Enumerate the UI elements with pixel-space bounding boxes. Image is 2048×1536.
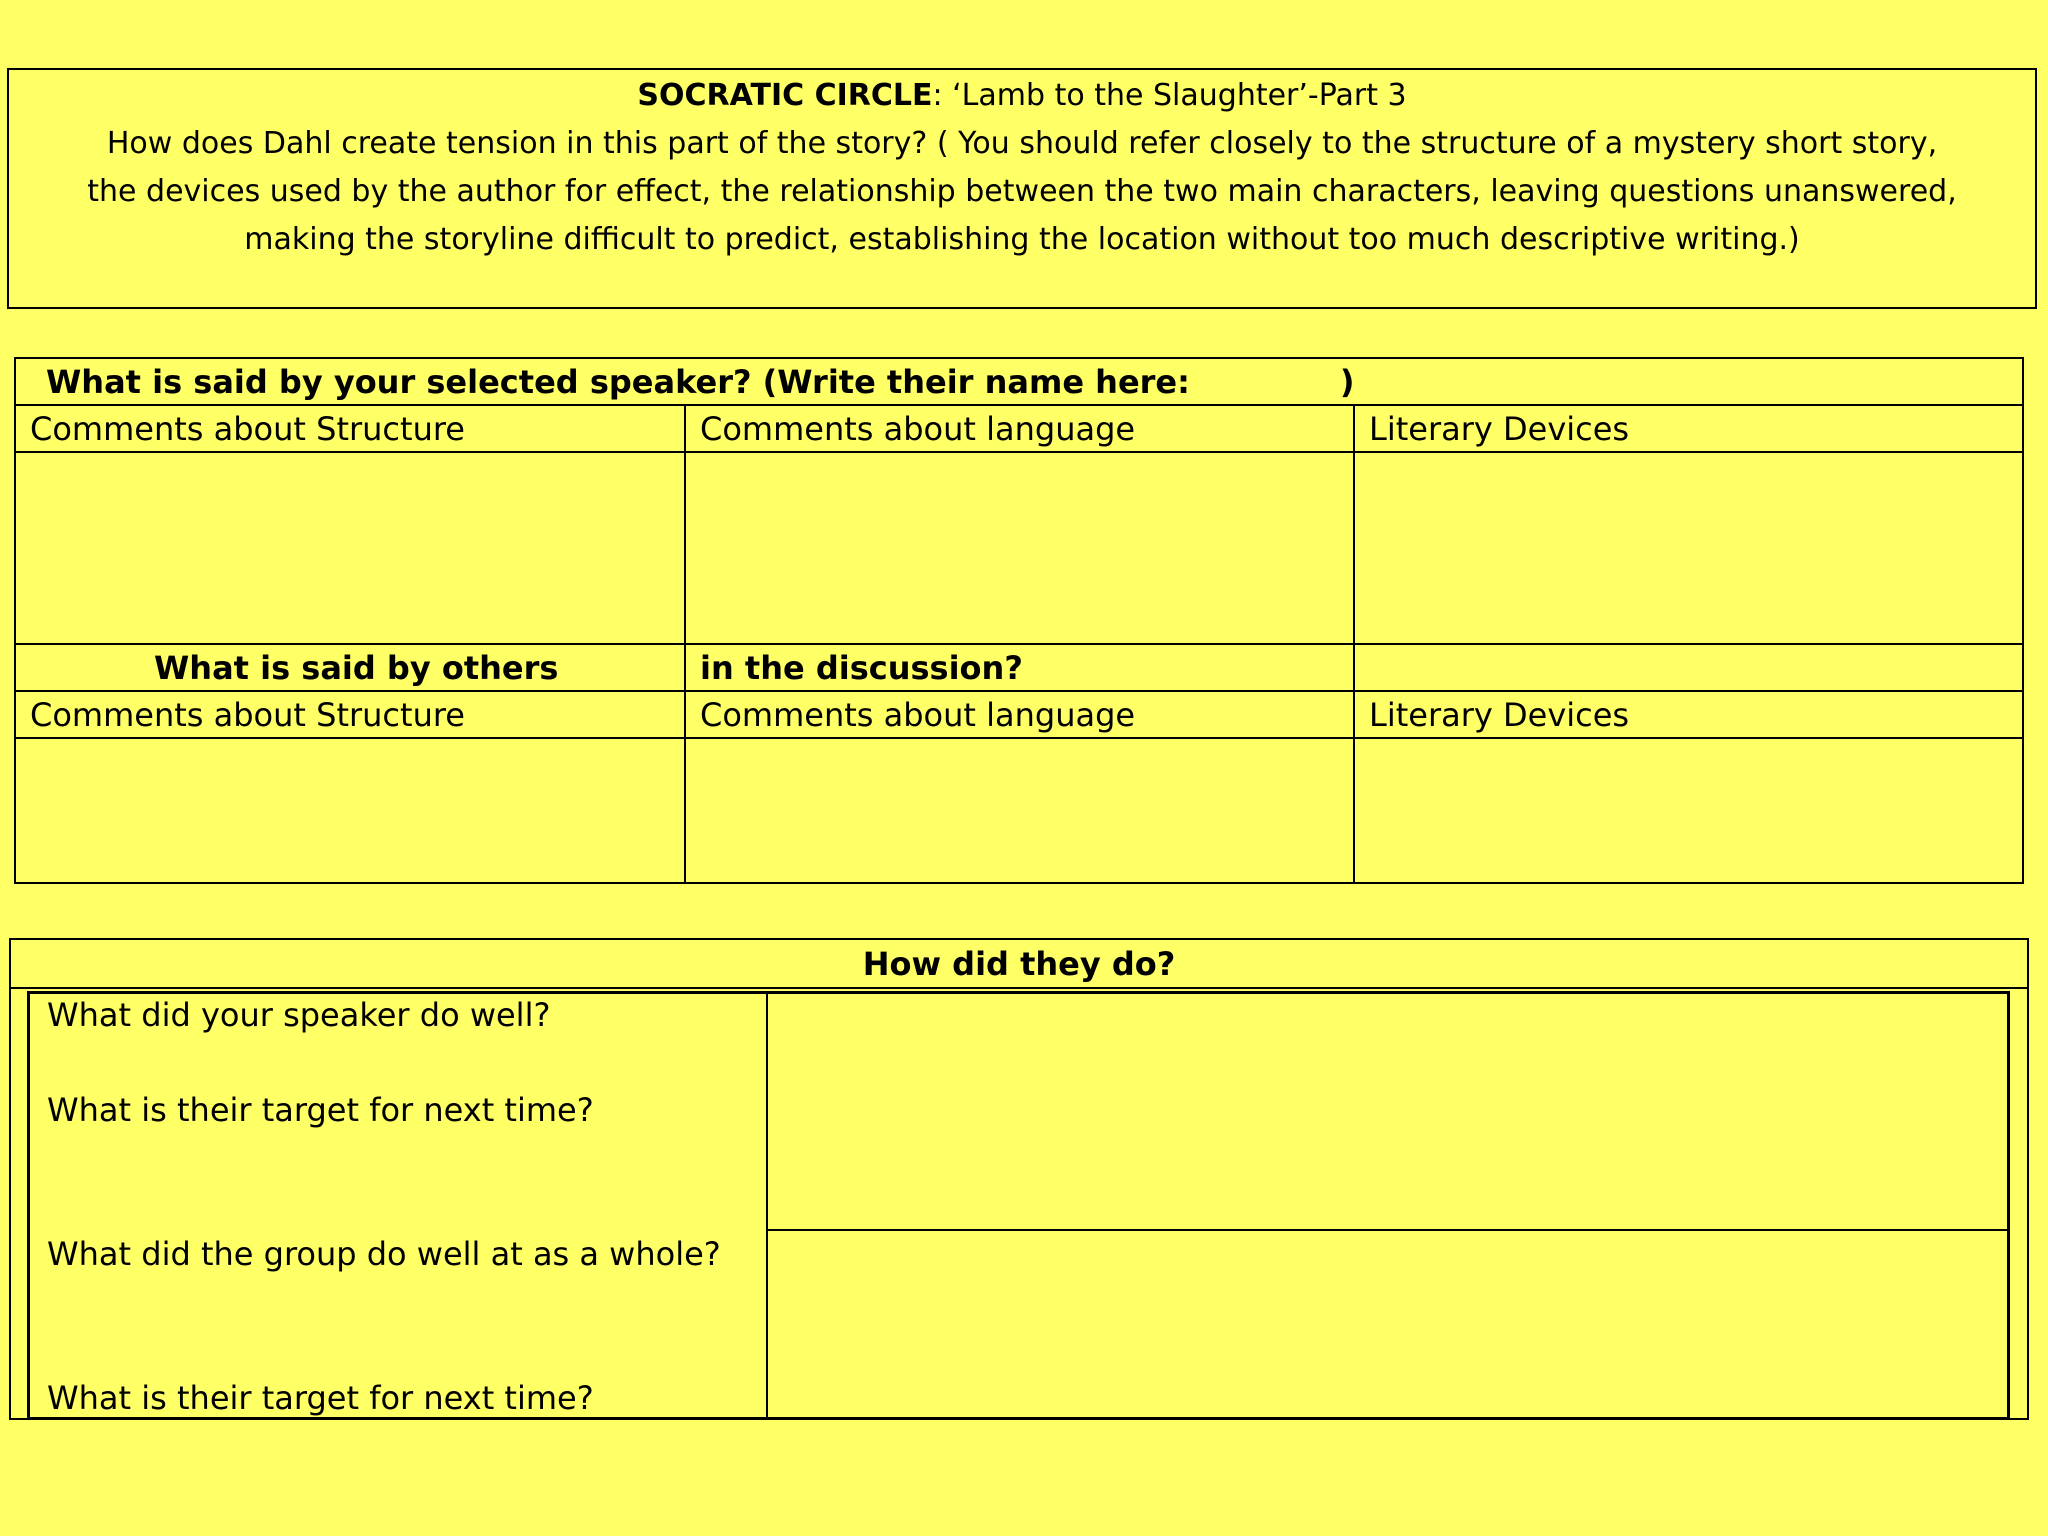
others-col-devices: Literary Devices bbox=[1354, 691, 2023, 738]
evaluation-grid bbox=[27, 991, 2010, 1420]
speaker-notes-table bbox=[14, 357, 2024, 884]
title-rest: : ‘Lamb to the Slaughter’-Part 3 bbox=[932, 78, 1407, 113]
speaker-columns-row bbox=[15, 405, 2023, 452]
evaluation-header: How did they do? bbox=[11, 940, 2027, 989]
others-header-right bbox=[1354, 644, 2023, 691]
question-group-well: What did the group do well at as a whole? bbox=[47, 1235, 721, 1273]
question-line-1: How does Dahl create tension in this part of the story? ( You should refer closely to the structure of a mystery short story, bbox=[106, 126, 1938, 161]
speaker-header-text: What is said by your selected speaker? (Write their name here: bbox=[46, 362, 1190, 401]
others-answer-row bbox=[15, 738, 2023, 883]
others-structure-answer[interactable] bbox=[15, 738, 685, 883]
others-columns-row bbox=[15, 691, 2023, 738]
evaluation-box bbox=[9, 938, 2029, 1420]
question-group-target: What is their target for next time? bbox=[47, 1379, 594, 1417]
speaker-col-language: Comments about language bbox=[685, 405, 1354, 452]
speaker-structure-answer[interactable] bbox=[15, 452, 685, 644]
speaker-devices-answer[interactable] bbox=[1354, 452, 2023, 644]
speaker-evaluation-answer[interactable] bbox=[769, 994, 2007, 1229]
speaker-col-structure: Comments about Structure bbox=[15, 405, 685, 452]
others-header-left: What is said by others bbox=[15, 644, 685, 691]
question-line-2: the devices used by the author for effect, the relationship between the two main characters, leaving questions unanswered, bbox=[87, 174, 1957, 209]
title-box bbox=[7, 68, 2037, 309]
question-line-3: making the storyline difficult to predict, establishing the location without too much descriptive writing.) bbox=[244, 222, 1800, 257]
speaker-header-cell bbox=[15, 358, 2023, 405]
others-header-row bbox=[15, 644, 2023, 691]
others-col-structure: Comments about Structure bbox=[15, 691, 685, 738]
evaluation-divider-vertical bbox=[766, 994, 768, 1417]
speaker-language-answer[interactable] bbox=[685, 452, 1354, 644]
question-speaker-target: What is their target for next time? bbox=[47, 1091, 594, 1129]
others-devices-answer[interactable] bbox=[1354, 738, 2023, 883]
speaker-header-close: ) bbox=[1339, 362, 1355, 401]
speaker-header-row bbox=[15, 358, 2023, 405]
others-col-language: Comments about language bbox=[685, 691, 1354, 738]
title-bold: SOCRATIC CIRCLE bbox=[637, 78, 933, 113]
worksheet-title bbox=[9, 72, 2035, 120]
others-language-answer[interactable] bbox=[685, 738, 1354, 883]
others-header-mid: in the discussion? bbox=[685, 644, 1354, 691]
speaker-col-devices: Literary Devices bbox=[1354, 405, 2023, 452]
group-evaluation-answer[interactable] bbox=[769, 1231, 2007, 1417]
speaker-answer-row bbox=[15, 452, 2023, 644]
question-speaker-well: What did your speaker do well? bbox=[47, 996, 551, 1034]
